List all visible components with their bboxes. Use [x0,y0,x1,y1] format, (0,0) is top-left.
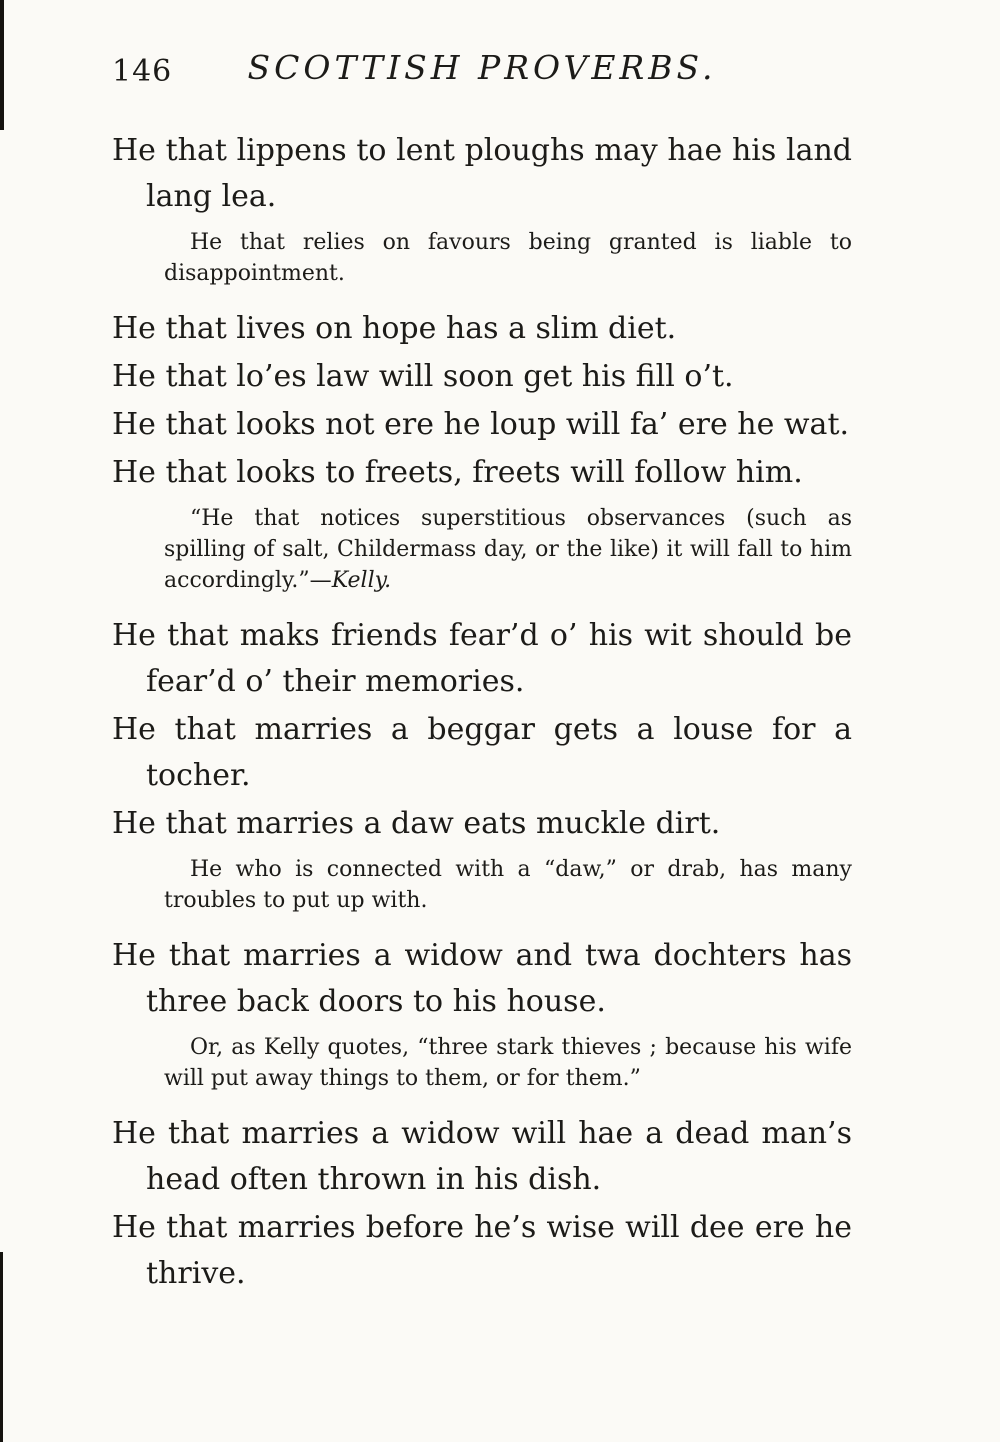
proverb-text: He that marries a widow and twa dochters has three back doors to his house. [112,938,852,1019]
proverb-text: He that marries a widow will hae a dead man’s head often thrown in his dish. [112,1116,852,1197]
gloss-note: He who is connected with a “daw,” or drab, has many troubles to put up with. [164,857,852,913]
proverb-text: He that lo’es law will soon get his fill o’t. [112,359,734,394]
page-header [112,48,852,100]
proverb-text: He that lives on hope has a slim diet. [112,311,677,346]
gloss-note: He that relies on favours being granted is liable to disappointment. [164,230,852,286]
proverb-text: He that maks friends fear’d o’ his wit should be fear’d o’ their memories. [112,618,852,699]
proverb-text: He that marries before he’s wise will dee ere he thrive. [112,1210,852,1291]
proverb-text: He that lippens to lent ploughs may hae his land lang lea. [112,133,852,214]
entries [112,128,852,1297]
scan-edge-artifact-bottom [0,1252,3,1442]
proverb-text: He that marries a beggar gets a louse for a tocher. [112,712,852,793]
attribution: Kelly. [331,568,392,593]
gloss-note: “He that notices superstitious observances (such as spilling of salt, Childermass day, or the like) it will fall to him accordingly.”—Kelly. [164,506,852,593]
proverb-text: He that marries a daw eats muckle dirt. [112,806,721,841]
gloss-note: Or, as Kelly quotes, “three stark thieves ; because his wife will put away things to them, or for them.” [164,1035,852,1091]
proverb-text: He that looks not ere he loup will fa’ ere he wat. [112,407,850,442]
page-number: 146 [112,54,173,89]
proverb-text: He that looks to freets, freets will follow him. [112,455,803,490]
scan-edge-artifact-top [0,0,4,130]
running-title: SCOTTISH PROVERBS. [247,48,717,87]
book-page [112,0,852,1297]
